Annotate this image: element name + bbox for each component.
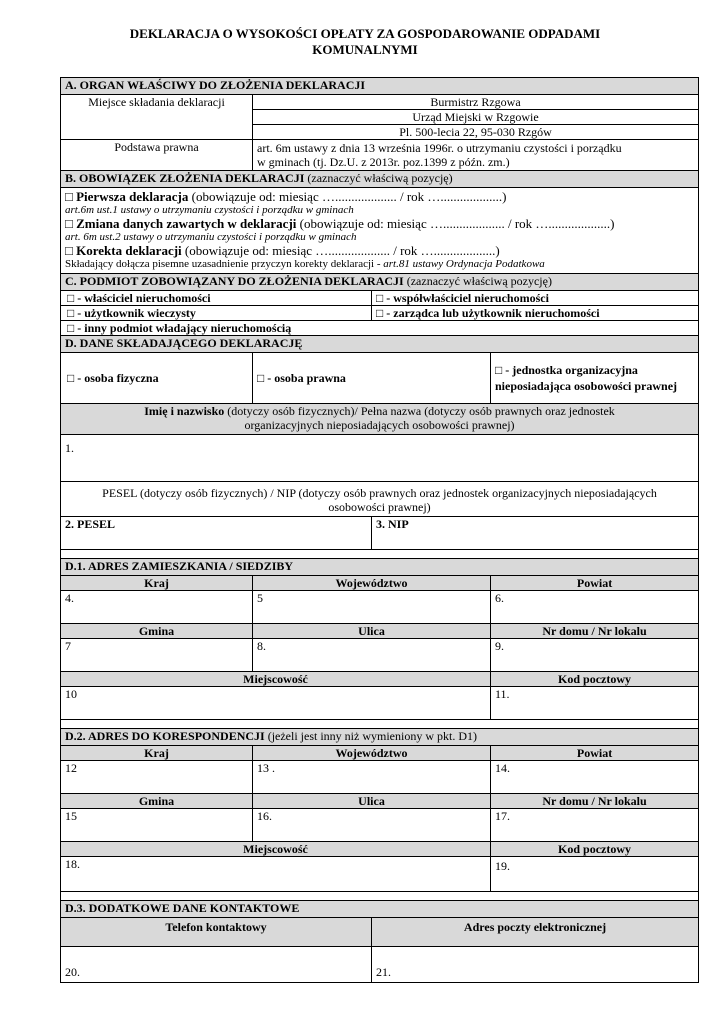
option-first-note: art.6m ust.1 ustawy o utrzymaniu czystości i porządku w gminach <box>65 204 354 216</box>
col-commune: Gmina <box>61 794 253 809</box>
section-d-header: D. DANE SKŁADAJĄCEGO DEKLARACJĘ <box>61 336 699 353</box>
section-a-header: A. ORGAN WŁAŚCIWY DO ZŁOŻENIA DEKLARACJI <box>61 78 699 95</box>
col-county: Powiat <box>491 746 699 761</box>
pesel-nip-label-line1: PESEL (dotyczy osób fizycznych) / NIP (dotyczy osób prawnych oraz jednostek organizacyjnych nieposiadających <box>102 486 657 500</box>
col-street: Ulica <box>253 794 491 809</box>
basis-label: Podstawa prawna <box>61 140 253 171</box>
pesel-nip-label-line2: osobowości prawnej) <box>328 500 431 514</box>
col-postal-code: Kod pocztowy <box>491 672 699 687</box>
col-locality: Miejscowość <box>61 842 491 857</box>
section-b-title: B. OBOWIĄZEK ZŁOŻENIA DEKLARACJI <box>65 171 305 185</box>
col-county: Powiat <box>491 576 699 591</box>
section-c-header <box>61 274 699 291</box>
checkbox-icon[interactable]: □ <box>65 243 73 258</box>
col-country: Kraj <box>61 576 253 591</box>
name-label-line1 <box>65 404 694 418</box>
col-locality: Miejscowość <box>61 672 491 687</box>
organ-office: Urząd Miejski w Rzgowie <box>253 110 699 125</box>
title-line-1: DEKLARACJA O WYSOKOŚCI OPŁATY ZA GOSPODAROWANIE ODPADAMI <box>129 26 601 41</box>
section-b-note: (zaznaczyć właściwą pozycję) <box>307 171 453 185</box>
option-change-declaration[interactable] <box>65 217 694 231</box>
option-label: Zmiana danych zawartych w deklaracji <box>76 216 297 231</box>
spacer <box>61 550 699 559</box>
option-date: (obowiązuje od: miesiąc …................... / rok …...................) <box>184 243 500 258</box>
field-corr-voivodeship[interactable]: 13 . <box>253 761 491 794</box>
organ-name: Burmistrz Rzgowa <box>253 95 699 110</box>
field-commune[interactable]: 7 <box>61 639 253 672</box>
field-corr-commune[interactable]: 15 <box>61 809 253 842</box>
field-street[interactable]: 8. <box>253 639 491 672</box>
spacer <box>61 892 699 901</box>
field-corr-postal-code[interactable]: 19. <box>491 857 699 892</box>
section-c-title: C. PODMIOT ZOBOWIĄZANY DO ZŁOŻENIA DEKLARACJI <box>65 274 404 288</box>
section-b-header <box>61 171 699 188</box>
col-voivodeship: Województwo <box>253 746 491 761</box>
col-house-number: Nr domu / Nr lokalu <box>491 794 699 809</box>
pesel-nip-label <box>61 482 699 517</box>
place-label: Miejsce składania deklaracji <box>61 95 253 140</box>
name-label-bold: Imię i nazwisko <box>144 404 225 418</box>
option-co-owner[interactable]: □ - współwłaściciel nieruchomości <box>372 291 699 306</box>
section-b-options <box>61 188 699 274</box>
section-d2-header <box>61 729 699 746</box>
field-county[interactable]: 6. <box>491 591 699 624</box>
option-correction-declaration[interactable] <box>65 244 694 258</box>
field-pesel[interactable]: 2. PESEL <box>61 517 372 550</box>
field-name[interactable]: 1. <box>61 435 699 482</box>
correction-note-text: Składający dołącza pisemne uzasadnienie przyczyn korekty deklaracji - <box>65 258 384 270</box>
type-legal-person[interactable]: □ - osoba prawna <box>253 353 491 404</box>
checkbox-icon[interactable]: □ <box>65 189 73 204</box>
field-voivodeship[interactable]: 5 <box>253 591 491 624</box>
field-house-number[interactable]: 9. <box>491 639 699 672</box>
field-country[interactable]: 4. <box>61 591 253 624</box>
section-d2-title: D.2. ADRES DO KORESPONDENCJI <box>65 729 265 743</box>
section-c-note: (zaznaczyć właściwą pozycję) <box>406 274 552 288</box>
option-first-declaration[interactable] <box>65 190 694 204</box>
field-corr-county[interactable]: 14. <box>491 761 699 794</box>
col-house-number: Nr domu / Nr lokalu <box>491 624 699 639</box>
type-natural-person[interactable]: □ - osoba fizyczna <box>61 353 253 404</box>
name-label <box>61 404 699 435</box>
field-locality[interactable]: 10 <box>61 687 491 720</box>
organ-address: Pl. 500-lecia 22, 95-030 Rzgów <box>253 125 699 140</box>
option-change-note: art. 6m ust.2 ustawy o utrzymaniu czystości i porządku w gminach <box>65 231 357 243</box>
option-label: Korekta deklaracji <box>76 243 182 258</box>
field-corr-house-number[interactable]: 17. <box>491 809 699 842</box>
col-street: Ulica <box>253 624 491 639</box>
basis-text-line1: art. 6m ustawy z dnia 13 września 1996r. o utrzymaniu czystości i porządku <box>257 141 622 155</box>
spacer <box>61 720 699 729</box>
option-other-entity[interactable]: □ - inny podmiot władający nieruchomością <box>61 321 699 336</box>
option-correction-note <box>65 258 694 271</box>
type-organizational-unit[interactable]: □ - jednostka organizacyjna nieposiadająca osobowości prawnej <box>491 353 699 404</box>
page-title <box>60 26 670 58</box>
col-commune: Gmina <box>61 624 253 639</box>
col-country: Kraj <box>61 746 253 761</box>
basis-text <box>253 140 699 171</box>
col-postal-code: Kod pocztowy <box>491 842 699 857</box>
field-phone[interactable]: 20. <box>61 947 372 983</box>
section-d1-header: D.1. ADRES ZAMIESZKANIA / SIEDZIBY <box>61 559 699 576</box>
option-date: (obowiązuje od: miesiąc …................... / rok …...................) <box>299 216 615 231</box>
section-d2-note: (jeżeli jest inny niż wymieniony w pkt. D1) <box>267 729 477 743</box>
option-label: Pierwsza deklaracja <box>76 189 189 204</box>
col-voivodeship: Województwo <box>253 576 491 591</box>
correction-note-law: art.81 ustawy Ordynacja Podatkowa <box>383 258 545 270</box>
section-d3-header: D.3. DODATKOWE DANE KONTAKTOWE <box>61 901 699 918</box>
field-corr-street[interactable]: 16. <box>253 809 491 842</box>
title-line-2: KOMUNALNYMI <box>312 42 418 57</box>
basis-text-line2: w gminach (tj. Dz.U. z 2013r. poz.1399 z późn. zm.) <box>257 155 510 169</box>
field-corr-country[interactable]: 12 <box>61 761 253 794</box>
option-manager[interactable]: □ - zarządca lub użytkownik nieruchomości <box>372 306 699 321</box>
option-owner[interactable]: □ - właściciel nieruchomości <box>61 291 372 306</box>
name-label-text: (dotyczy osób fizycznych)/ Pełna nazwa (dotyczy osób prawnych oraz jednostek <box>224 404 615 418</box>
declaration-form <box>60 77 699 983</box>
checkbox-icon[interactable]: □ <box>65 216 73 231</box>
col-email: Adres poczty elektronicznej <box>372 918 699 947</box>
field-email[interactable]: 21. <box>372 947 699 983</box>
option-perpetual-user[interactable]: □ - użytkownik wieczysty <box>61 306 372 321</box>
field-corr-locality[interactable]: 18. <box>61 857 491 892</box>
field-postal-code[interactable]: 11. <box>491 687 699 720</box>
col-phone: Telefon kontaktowy <box>61 918 372 947</box>
option-date: (obowiązuje od: miesiąc …................... / rok …...................) <box>191 189 507 204</box>
name-label-line2: organizacyjnych nieposiadających osobowości prawnej) <box>244 418 515 432</box>
field-nip[interactable]: 3. NIP <box>372 517 699 550</box>
